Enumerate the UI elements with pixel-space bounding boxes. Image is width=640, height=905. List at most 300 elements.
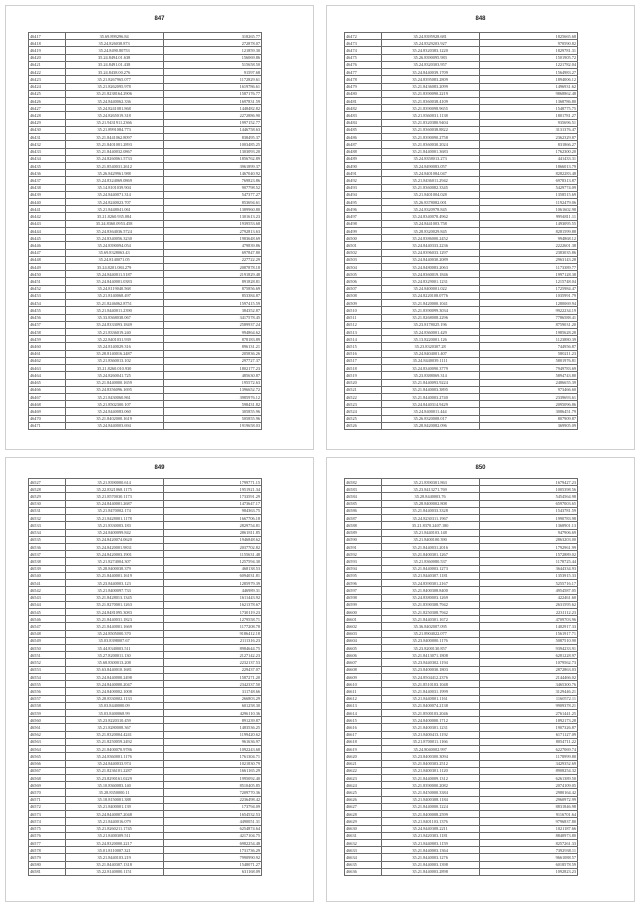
row-id-cell: 46545 bbox=[29, 608, 66, 615]
coordinate-cell: 35.22.8401031.939 bbox=[65, 336, 163, 343]
row-id-cell: 46530 bbox=[29, 500, 66, 507]
coordinate-cell: 35.24.8494.01.638 bbox=[65, 54, 163, 61]
amount-cell: 311748.66 bbox=[163, 688, 261, 695]
amount-cell: 2631595.62 bbox=[479, 601, 577, 608]
row-id-cell: 46483 bbox=[345, 112, 382, 119]
row-id-cell: 46513 bbox=[345, 328, 382, 335]
amount-cell: 4296110.36 bbox=[163, 710, 261, 717]
coordinate-cell: 35.24.8333093.1849 bbox=[65, 321, 163, 328]
coordinate-cell: 35.23.8400030.1803 bbox=[381, 666, 479, 673]
table-row bbox=[345, 623, 578, 630]
coordinate-cell: 35.21.8400301.1267 bbox=[381, 551, 479, 558]
coordinate-cell: 35.21.8440009.1312 bbox=[381, 774, 479, 781]
amount-cell: 8759031.20 bbox=[479, 321, 577, 328]
row-id-cell: 46558 bbox=[29, 702, 66, 709]
row-id-cell: 46433 bbox=[29, 148, 66, 155]
table-row bbox=[29, 357, 262, 364]
table-row bbox=[345, 811, 578, 818]
table-row bbox=[29, 105, 262, 112]
table-row bbox=[29, 565, 262, 572]
table-row bbox=[29, 278, 262, 285]
row-id-cell: 46425 bbox=[29, 90, 66, 97]
table-row bbox=[29, 264, 262, 271]
coordinate-cell: 35.21.8360038.4109 bbox=[381, 97, 479, 104]
coordinate-cell: 35.21.8320004.4241 bbox=[65, 731, 163, 738]
row-id-cell: 46441 bbox=[29, 206, 66, 213]
amount-cell: 6094031.81 bbox=[163, 572, 261, 579]
coordinate-cell: 35.21.8470002.174 bbox=[65, 507, 163, 514]
table-row bbox=[29, 83, 262, 90]
amount-cell: 1003485.25 bbox=[163, 141, 261, 148]
amount-cell: 2127142.23 bbox=[163, 652, 261, 659]
amount-cell: 8282283.48 bbox=[479, 170, 577, 177]
sheet-page-848 bbox=[326, 5, 635, 450]
row-id-cell: 46482 bbox=[345, 105, 382, 112]
amount-cell: 1177208.78 bbox=[163, 623, 261, 630]
table-row bbox=[29, 580, 262, 587]
amount-cell: 205836.26 bbox=[163, 350, 261, 357]
amount-cell: 6597003.65 bbox=[479, 500, 577, 507]
row-id-cell: 46622 bbox=[345, 767, 382, 774]
table-row bbox=[345, 393, 578, 400]
table-row bbox=[29, 112, 262, 119]
row-id-cell: 46609 bbox=[345, 673, 382, 680]
row-id-cell: 46497 bbox=[345, 213, 382, 220]
table-row bbox=[29, 558, 262, 565]
coordinate-cell: 35.21.8440003.1276 bbox=[381, 854, 479, 861]
amount-cell: 8908254.32 bbox=[479, 767, 577, 774]
amount-cell: 515658.50 bbox=[163, 61, 261, 68]
table-row bbox=[345, 551, 578, 558]
amount-cell: 3086451.79 bbox=[479, 408, 577, 415]
amount-cell: 4709703.96 bbox=[479, 616, 577, 623]
coordinate-cell: 35.21.8360030.2024 bbox=[381, 141, 479, 148]
row-id-cell: 46478 bbox=[345, 76, 382, 83]
table-row bbox=[345, 227, 578, 234]
table-row bbox=[345, 350, 578, 357]
table-row bbox=[345, 861, 578, 868]
coordinate-cell: 35.21.8413071.1808 bbox=[381, 652, 479, 659]
row-id-cell: 46496 bbox=[345, 206, 382, 213]
row-id-cell: 46576 bbox=[29, 832, 66, 839]
coordinate-cell: 35.23.8400000.1176 bbox=[381, 637, 479, 644]
row-id-cell: 46484 bbox=[345, 119, 382, 126]
sheet-page-850 bbox=[326, 457, 635, 902]
row-id-cell: 46557 bbox=[29, 695, 66, 702]
amount-cell: 2231112.23 bbox=[479, 608, 577, 615]
table-row bbox=[29, 408, 262, 415]
sheet-page-847 bbox=[5, 5, 314, 450]
amount-cell: 1983648.69 bbox=[163, 235, 261, 242]
amount-cell: 1160572.11 bbox=[479, 695, 577, 702]
amount-cell: 9394233.91 bbox=[479, 645, 577, 652]
amount-cell: 1995092.40 bbox=[163, 774, 261, 781]
coordinate-cell: 35.24.8380003.1269 bbox=[381, 594, 479, 601]
table-row bbox=[29, 623, 262, 630]
amount-cell: 446989.31 bbox=[163, 587, 261, 594]
row-id-cell: 46587 bbox=[345, 515, 382, 522]
row-id-cell: 46431 bbox=[29, 134, 66, 141]
amount-cell: 479839.86 bbox=[163, 242, 261, 249]
row-id-cell: 46606 bbox=[345, 652, 382, 659]
table-row bbox=[345, 536, 578, 543]
amount-cell: 6018578.59 bbox=[479, 861, 577, 868]
table-row bbox=[345, 271, 578, 278]
amount-cell: 9186412.18 bbox=[163, 630, 261, 637]
amount-cell: 505855.96 bbox=[163, 415, 261, 422]
coordinate-cell: 35.21.8440003.1364 bbox=[381, 847, 479, 854]
coordinate-cell: 35.24.8340056.3230 bbox=[65, 235, 163, 242]
table-row bbox=[29, 256, 262, 263]
coordinate-cell: 35.24.8230311.1967 bbox=[381, 515, 479, 522]
coordinate-cell: 35.21.8390090.2758 bbox=[381, 134, 479, 141]
table-row bbox=[29, 681, 262, 688]
amount-cell: 2272886.90 bbox=[163, 112, 261, 119]
coordinate-cell: 35.24.8505000.370 bbox=[65, 630, 163, 637]
row-id-cell: 46523 bbox=[345, 401, 382, 408]
amount-cell: 907798.52 bbox=[163, 184, 261, 191]
row-id-cell: 46585 bbox=[345, 500, 382, 507]
table-row bbox=[29, 746, 262, 753]
amount-cell: 1792961.99 bbox=[479, 543, 577, 550]
coordinate-cell: 35.21.8370.2407.180 bbox=[381, 522, 479, 529]
row-id-cell: 46568 bbox=[29, 774, 66, 781]
row-id-cell: 46551 bbox=[29, 652, 66, 659]
row-id-cell: 46421 bbox=[29, 61, 66, 68]
row-id-cell: 46471 bbox=[29, 422, 66, 429]
coordinate-cell: 35.21.8440093.9224 bbox=[381, 379, 479, 386]
coordinate-cell: 35.21.8440003.3895 bbox=[381, 386, 479, 393]
amount-cell: 6982254.48 bbox=[163, 839, 261, 846]
row-id-cell: 46569 bbox=[29, 782, 66, 789]
row-id-cell: 46498 bbox=[345, 220, 382, 227]
row-id-cell: 46462 bbox=[29, 357, 66, 364]
table-row bbox=[29, 666, 262, 673]
row-id-cell: 46470 bbox=[29, 415, 66, 422]
table-row bbox=[345, 522, 578, 529]
coordinate-cell: 35.21.8570030.1173 bbox=[65, 493, 163, 500]
table-row bbox=[345, 343, 578, 350]
coordinate-cell: 35.24.8265019.318 bbox=[65, 112, 163, 119]
row-id-cell: 46636 bbox=[345, 868, 382, 875]
amount-cell: 1761304.71 bbox=[163, 753, 261, 760]
table-row bbox=[29, 731, 262, 738]
row-id-cell: 46532 bbox=[29, 515, 66, 522]
coordinate-cell: 35.24.8140071.05 bbox=[65, 256, 163, 263]
coordinate-cell: 35.23.8400300.3094 bbox=[381, 753, 479, 760]
table-row bbox=[29, 90, 262, 97]
table-row bbox=[345, 422, 578, 429]
table-row bbox=[345, 659, 578, 666]
table-row bbox=[29, 493, 262, 500]
amount-cell: 1178725.44 bbox=[479, 558, 577, 565]
table-row bbox=[29, 40, 262, 47]
table-row bbox=[345, 336, 578, 343]
amount-cell: 384352.87 bbox=[163, 307, 261, 314]
table-row bbox=[345, 782, 578, 789]
table-row bbox=[345, 328, 578, 335]
row-id-cell: 46490 bbox=[345, 162, 382, 169]
table-row bbox=[29, 54, 262, 61]
amount-cell: 1801781.27 bbox=[479, 112, 577, 119]
coordinate-cell: 35.69.899296.84 bbox=[65, 33, 163, 40]
coordinate-cell: 35.21.8400308.1184 bbox=[381, 796, 479, 803]
amount-cell: 2486655.39 bbox=[479, 379, 577, 386]
coordinate-cell: 35.44.8340003.511 bbox=[65, 645, 163, 652]
amount-cell: 1907326.87 bbox=[479, 724, 577, 731]
amount-cell: 441433.31 bbox=[479, 155, 577, 162]
row-id-cell: 46502 bbox=[345, 249, 382, 256]
table-row bbox=[29, 213, 262, 220]
row-id-cell: 46475 bbox=[345, 54, 382, 61]
table-row bbox=[345, 767, 578, 774]
amount-cell: 973466.60 bbox=[479, 386, 577, 393]
table-row bbox=[345, 33, 578, 40]
amount-cell: 1061602.98 bbox=[479, 206, 577, 213]
coordinate-cell: 35.24.8400001.022 bbox=[381, 285, 479, 292]
coordinate-cell: 35.21.8390000.614 bbox=[65, 479, 163, 486]
table-row bbox=[29, 688, 262, 695]
row-id-cell: 46450 bbox=[29, 271, 66, 278]
row-id-cell: 46469 bbox=[29, 408, 66, 415]
amount-cell: 305855.96 bbox=[163, 408, 261, 415]
table-row bbox=[29, 695, 262, 702]
table-row bbox=[29, 206, 262, 213]
table-row bbox=[345, 292, 578, 299]
coordinate-cell: 35.21.8401103.1376 bbox=[381, 818, 479, 825]
row-id-cell: 46620 bbox=[345, 753, 382, 760]
amount-cell: 1561917.71 bbox=[479, 630, 577, 637]
coordinate-cell: 35.21.8440001.1619 bbox=[65, 572, 163, 579]
table-row bbox=[345, 220, 578, 227]
table-row bbox=[29, 861, 262, 868]
table-row bbox=[29, 199, 262, 206]
amount-cell: 468138.53 bbox=[163, 565, 261, 572]
row-id-cell: 46630 bbox=[345, 825, 382, 832]
coordinate-cell: 35.21.8440031.1999 bbox=[381, 688, 479, 695]
row-id-cell: 46559 bbox=[29, 710, 66, 717]
coordinate-cell: 35.21.8360080.537 bbox=[381, 558, 479, 565]
amount-cell: 3985976.12 bbox=[163, 393, 261, 400]
coordinate-cell: 35.24.8119040.568 bbox=[65, 285, 163, 292]
row-id-cell: 46437 bbox=[29, 177, 66, 184]
coordinate-cell: 35.21.8440001.3683 bbox=[381, 148, 479, 155]
row-id-cell: 46524 bbox=[345, 408, 382, 415]
coordinate-cell: 35.21.8441062.8097 bbox=[65, 134, 163, 141]
coordinate-cell: 35.21.8400301.1120 bbox=[381, 767, 479, 774]
coordinate-cell: 35.23.8220310.459 bbox=[65, 717, 163, 724]
table-row bbox=[29, 97, 262, 104]
coordinate-cell: 35.24.8329001.1231 bbox=[381, 278, 479, 285]
amount-cell: 1825665.68 bbox=[479, 33, 577, 40]
amount-cell: 2861811.85 bbox=[163, 529, 261, 536]
amount-cell: 369905.09 bbox=[479, 422, 577, 429]
table-row bbox=[345, 307, 578, 314]
amount-cell: 1725984.47 bbox=[479, 285, 577, 292]
amount-cell: 8281599.88 bbox=[479, 227, 577, 234]
table-row bbox=[345, 637, 578, 644]
amount-cell: 1985628.28 bbox=[479, 328, 577, 335]
coordinate-cell: 35.24.8440308.2211 bbox=[381, 825, 479, 832]
coordinate-cell: 35.03.8400068.99 bbox=[65, 710, 163, 717]
amount-cell: 1092243.68 bbox=[163, 746, 261, 753]
coordinate-cell: 35.24.8360001.1176 bbox=[65, 753, 163, 760]
table-row bbox=[29, 854, 262, 861]
row-id-cell: 46466 bbox=[29, 386, 66, 393]
table-row bbox=[29, 148, 262, 155]
coordinate-cell: 35.24.826038.873 bbox=[65, 40, 163, 47]
coordinate-cell: 35.24.8260061.5733 bbox=[65, 155, 163, 162]
table-row bbox=[345, 235, 578, 242]
coordinate-cell: 35.23.8413271.769 bbox=[381, 486, 479, 493]
coordinate-cell: 35.21.8400303.2512 bbox=[381, 760, 479, 767]
amount-cell: 1301613.23 bbox=[163, 213, 261, 220]
amount-cell: 2111316.23 bbox=[163, 637, 261, 644]
table-row bbox=[345, 184, 578, 191]
table-row bbox=[345, 825, 578, 832]
row-id-cell: 46486 bbox=[345, 134, 382, 141]
table-row bbox=[345, 105, 578, 112]
coordinate-cell: 35.21.8260.935.084 bbox=[65, 213, 163, 220]
table-row bbox=[345, 177, 578, 184]
row-id-cell: 46627 bbox=[345, 803, 382, 810]
table-row bbox=[29, 328, 262, 335]
row-id-cell: 46553 bbox=[29, 666, 66, 673]
table-row bbox=[345, 408, 578, 415]
table-row bbox=[29, 818, 262, 825]
amount-cell: 697847.80 bbox=[163, 249, 261, 256]
amount-cell: 1990783.98 bbox=[479, 515, 577, 522]
row-id-cell: 46612 bbox=[345, 695, 382, 702]
table-row bbox=[345, 529, 578, 536]
row-id-cell: 46635 bbox=[345, 861, 382, 868]
amount-cell: 598431.82 bbox=[163, 401, 261, 408]
row-id-cell: 46467 bbox=[29, 393, 66, 400]
table-row bbox=[345, 372, 578, 379]
coordinate-cell: 35.28.8440003.76 bbox=[381, 493, 479, 500]
row-id-cell: 46516 bbox=[345, 350, 382, 357]
coordinate-cell: 35.23.8440003.123 bbox=[65, 580, 163, 587]
table-row bbox=[345, 666, 578, 673]
table-row bbox=[29, 536, 262, 543]
amount-cell: 9796837.80 bbox=[479, 818, 577, 825]
coordinate-cell: 35.27.8200011.130 bbox=[65, 652, 163, 659]
amount-cell: 831866.27 bbox=[479, 141, 577, 148]
amount-cell: 7786588.41 bbox=[479, 314, 577, 321]
table-row bbox=[345, 731, 578, 738]
coordinate-cell: 35.24.8358013.273 bbox=[381, 155, 479, 162]
row-id-cell: 46493 bbox=[345, 184, 382, 191]
row-id-cell: 46519 bbox=[345, 372, 382, 379]
row-id-cell: 46631 bbox=[345, 832, 382, 839]
coordinate-cell: 35.21.8270001.1263 bbox=[65, 601, 163, 608]
row-id-cell: 46512 bbox=[345, 321, 382, 328]
amount-cell: 3131376.47 bbox=[479, 126, 577, 133]
amount-cell: 9661088.57 bbox=[479, 854, 577, 861]
coordinate-cell: 35.21.8440001.1161 bbox=[381, 695, 479, 702]
amount-cell: 1587176.77 bbox=[163, 90, 261, 97]
sheet-page-849 bbox=[5, 457, 314, 902]
amount-cell: 4217104.75 bbox=[163, 832, 261, 839]
amount-cell: 1448482.82 bbox=[163, 105, 261, 112]
coordinate-cell: 35.21.8360038.8822 bbox=[381, 126, 479, 133]
coordinate-cell: 35.21.8390098.9655 bbox=[381, 105, 479, 112]
table-row bbox=[345, 256, 578, 263]
amount-cell: 3429352.69 bbox=[479, 760, 577, 767]
row-id-cell: 46541 bbox=[29, 580, 66, 587]
row-id-cell: 46607 bbox=[345, 659, 382, 666]
coordinate-cell: 35.21.8448041.061 bbox=[65, 206, 163, 213]
amount-cell: 984363.75 bbox=[163, 507, 261, 514]
table-row bbox=[29, 594, 262, 601]
data-table bbox=[344, 32, 578, 430]
table-row bbox=[29, 724, 262, 731]
amount-cell: 1572889.02 bbox=[479, 551, 577, 558]
table-row bbox=[345, 76, 578, 83]
row-id-cell: 46494 bbox=[345, 191, 382, 198]
row-id-cell: 46564 bbox=[29, 746, 66, 753]
amount-cell: 156069.86 bbox=[163, 54, 261, 61]
amount-cell: 1493095.55 bbox=[479, 220, 577, 227]
coordinate-cell: 35.21.8260.010.930 bbox=[65, 365, 163, 372]
coordinate-cell: 35.24.8220108.0776 bbox=[381, 292, 479, 299]
coordinate-cell: 35.24.8241081.868 bbox=[65, 105, 163, 112]
amount-cell: 1730119.23 bbox=[163, 608, 261, 615]
amount-cell: 1799771.15 bbox=[163, 479, 261, 486]
amount-cell: 9922234.19 bbox=[479, 307, 577, 314]
amount-cell: 2074109.05 bbox=[479, 782, 577, 789]
row-id-cell: 46492 bbox=[345, 177, 382, 184]
table-row bbox=[345, 314, 578, 321]
row-id-cell: 46435 bbox=[29, 162, 66, 169]
coordinate-cell: 35.24.8440011.5187 bbox=[65, 271, 163, 278]
row-id-cell: 46457 bbox=[29, 321, 66, 328]
row-id-cell: 46591 bbox=[345, 543, 382, 550]
row-id-cell: 46439 bbox=[29, 191, 66, 198]
coordinate-cell: 35.21.8510103.1048 bbox=[381, 681, 479, 688]
table-row bbox=[345, 695, 578, 702]
row-id-cell: 46509 bbox=[345, 300, 382, 307]
amount-cell: 1762300.20 bbox=[479, 148, 577, 155]
amount-cell: 1951921.34 bbox=[163, 486, 261, 493]
table-row bbox=[29, 184, 262, 191]
coordinate-cell: 35.24.8340078.4962 bbox=[381, 213, 479, 220]
amount-cell: 1856762.89 bbox=[163, 155, 261, 162]
coordinate-cell: 35.21.8246062.8751 bbox=[65, 300, 163, 307]
coordinate-cell: 35.24.8480083.2063 bbox=[381, 264, 479, 271]
coordinate-cell: 35.24.8420074.0620 bbox=[65, 536, 163, 543]
amount-cell: 1587271.20 bbox=[163, 673, 261, 680]
coordinate-cell: 35.63.8440010.1681 bbox=[65, 666, 163, 673]
row-id-cell: 46432 bbox=[29, 141, 66, 148]
row-id-cell: 46463 bbox=[29, 365, 66, 372]
table-row bbox=[29, 847, 262, 854]
amount-cell: 580211.23 bbox=[479, 350, 577, 357]
amount-cell: 1155631.48 bbox=[163, 551, 261, 558]
row-id-cell: 46485 bbox=[345, 126, 382, 133]
amount-cell: 8257261.33 bbox=[479, 839, 577, 846]
row-id-cell: 46597 bbox=[345, 587, 382, 594]
table-row bbox=[29, 321, 262, 328]
coordinate-cell: 35.36.8402007.095 bbox=[381, 623, 479, 630]
table-row bbox=[345, 702, 578, 709]
coordinate-cell: 35.21.8330003.183 bbox=[65, 522, 163, 529]
coordinate-cell: 35.21.8400074.2138 bbox=[381, 702, 479, 709]
row-id-cell: 46598 bbox=[345, 594, 382, 601]
table-row bbox=[29, 630, 262, 637]
table-row bbox=[345, 54, 578, 61]
amount-cell: 970590.82 bbox=[479, 40, 577, 47]
